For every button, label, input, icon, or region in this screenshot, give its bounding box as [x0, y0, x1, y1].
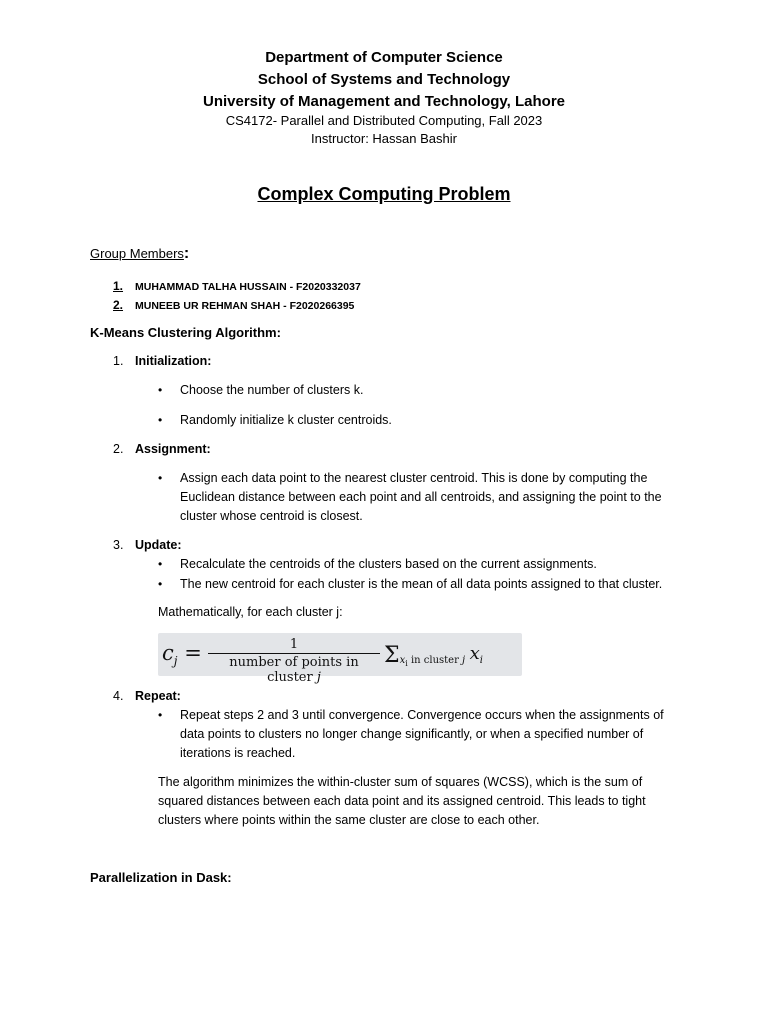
member-number: 2.	[113, 298, 124, 312]
step-label: Initialization:	[135, 354, 212, 368]
step-number: 1.	[113, 354, 124, 368]
summary-paragraph: The algorithm minimizes the within-cluster sum of squares (WCSS), which is the sum of squared distances between each data point and its assigned centroid. This leads to tight clusters where points within the same cluster are close to each other.	[158, 775, 646, 827]
parallelization-heading: Parallelization in Dask:	[90, 870, 232, 885]
formula-intro: Mathematically, for each cluster j:	[158, 605, 343, 619]
group-members-heading	[90, 245, 189, 263]
member-name: MUHAMMAD TALHA HUSSAIN - F2020332037	[135, 281, 361, 293]
bullet-item: • Recalculate the centroids of the clusters based on the current assignments.	[180, 555, 597, 574]
department-title: Department of Computer Science	[265, 49, 503, 66]
bullet-item: • Assign each data point to the nearest cluster centroid. This is done by computing the Euclidean distance between each point and all centroids, and assigning the point to the cluster whose centroid is closest.	[180, 469, 680, 526]
bullet-item: • Choose the number of clusters k.	[180, 381, 363, 400]
member-number: 1.	[113, 279, 124, 293]
step-label: Repeat:	[135, 689, 181, 703]
school-title: School of Systems and Technology	[257, 71, 511, 88]
formula-sum: $\Sigma_{x_i in cluster j}$ $x_i$	[384, 643, 483, 668]
bullet-item: • The new centroid for each cluster is the mean of all data points assigned to that cluster.	[180, 575, 662, 594]
bullet-item: • Randomly initialize k cluster centroids.	[180, 411, 392, 430]
group-members-colon: :	[183, 245, 190, 262]
member-item	[113, 279, 361, 293]
group-members-label: Group Members	[90, 246, 184, 261]
page-title: Complex Computing Problem	[257, 184, 511, 204]
algorithm-heading: K-Means Clustering Algorithm:	[90, 325, 281, 340]
instructor-line: Instructor: Hassan Bashir	[311, 131, 457, 146]
formula-fraction: 1 number of points in cluster j	[206, 637, 382, 685]
member-name: MUNEEB UR REHMAN SHAH - F2020266395	[135, 300, 355, 312]
formula-lhs: $c_j$ =	[162, 641, 202, 669]
centroid-formula	[158, 633, 522, 685]
member-item	[113, 298, 354, 312]
university-title: University of Management and Technology, Lahore	[203, 93, 565, 110]
step-number: 2.	[113, 442, 124, 456]
step-number: 3.	[113, 538, 124, 552]
step-label: Update:	[135, 538, 182, 552]
step-number: 4.	[113, 689, 124, 703]
course-line: CS4172- Parallel and Distributed Computing, Fall 2023	[225, 113, 543, 128]
step-label: Assignment:	[135, 442, 211, 456]
bullet-item: • Repeat steps 2 and 3 until convergence. Convergence occurs when the assignments of data points to clusters no longer change significantly, or when a specified number of iterations is reached.	[180, 706, 675, 763]
